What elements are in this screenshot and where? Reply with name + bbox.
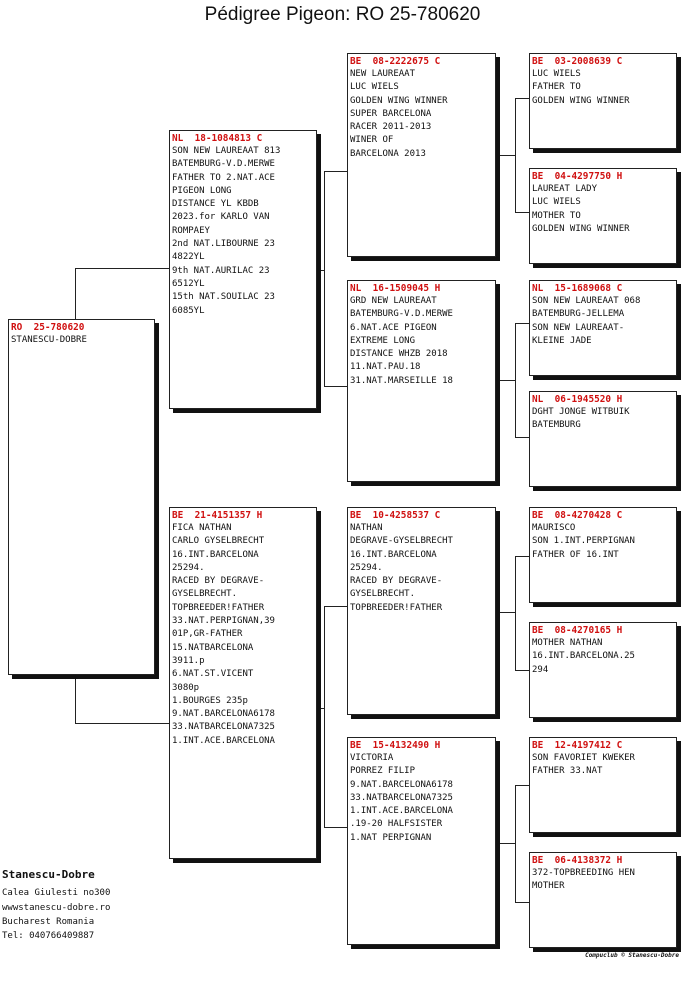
text-line: SON NEW LAUREAAT 068 bbox=[532, 296, 641, 306]
text-line: DEGRAVE-GYSELBRECHT bbox=[350, 536, 453, 547]
text-line: 16.INT.BARCELONA.25 bbox=[532, 651, 635, 662]
text-line: .19-20 HALFSISTER bbox=[350, 819, 443, 830]
software-credit: Compuclub © Stanescu-Dobre bbox=[585, 952, 679, 959]
sire-card[interactable] bbox=[169, 130, 317, 409]
text-line: 31.NAT.MARSEILLE 18 bbox=[350, 375, 453, 386]
text-line: SON NEW LAUREAAT 813 bbox=[172, 146, 281, 156]
breeder-address: Calea Giulesti no300 bbox=[2, 888, 111, 898]
connector-line bbox=[515, 212, 529, 213]
connector-line bbox=[324, 606, 325, 827]
text-line: 33.NAT.PERPIGNAN,39 bbox=[172, 616, 275, 627]
sire-sire-sire-card[interactable] bbox=[529, 53, 677, 149]
text-line: BATEMBURG-V.D.MERWE bbox=[350, 309, 453, 320]
text-line: 294 bbox=[532, 664, 549, 675]
text-line: LAUREAT LADY bbox=[532, 184, 598, 194]
sire-dam-sire-card[interactable] bbox=[529, 280, 677, 376]
text-line: 25294. bbox=[172, 562, 205, 573]
text-line: PIGEON LONG bbox=[172, 185, 232, 196]
text-line: 372-TOPBREEDING HEN bbox=[532, 868, 635, 878]
dam-sire-sire-card[interactable] bbox=[529, 507, 677, 603]
ring-number: BE 08-4270165 H bbox=[532, 625, 623, 636]
ring-number: NL 15-1689068 C bbox=[532, 283, 623, 294]
text-line: 9.NAT.BARCELONA6178 bbox=[172, 709, 275, 720]
text-line: DGHT JONGE WITBUIK bbox=[532, 407, 630, 417]
ring-number: BE 21-4151357 H bbox=[172, 510, 263, 521]
ring-number: BE 08-4270428 C bbox=[532, 510, 623, 521]
dam-dam-dam-card[interactable] bbox=[529, 852, 677, 948]
text-line: FATHER 33.NAT bbox=[532, 766, 603, 777]
text-line: 9th NAT.AURILAC 23 bbox=[172, 265, 270, 276]
text-line: 1.BOURGES 235p bbox=[172, 695, 248, 706]
ring-number: NL 18-1084813 C bbox=[172, 133, 263, 144]
ring-number: BE 10-4258537 C bbox=[350, 510, 441, 521]
text-line: 9.NAT.BARCELONA6178 bbox=[350, 779, 453, 790]
text-line: BATEMBURG-JELLEMA bbox=[532, 309, 625, 320]
breeder-city: Bucharest Romania bbox=[2, 917, 95, 927]
text-line: MOTHER NATHAN bbox=[532, 638, 603, 648]
text-line: 1.INT.ACE.BARCELONA bbox=[172, 735, 275, 746]
dam-dam-card[interactable] bbox=[347, 737, 496, 945]
text-line: KLEINE JADE bbox=[532, 335, 592, 346]
sire-dam-card[interactable] bbox=[347, 280, 496, 482]
text-line: GOLDEN WING WINNER bbox=[350, 95, 448, 106]
text-line: 16.INT.BARCELONA bbox=[350, 549, 437, 560]
sire-sire-card[interactable] bbox=[347, 53, 496, 257]
ring-number: NL 06-1945520 H bbox=[532, 394, 623, 405]
connector-line bbox=[515, 556, 516, 670]
connector-line bbox=[324, 606, 348, 607]
text-line: MOTHER bbox=[532, 881, 565, 892]
breeder-name: Stanescu-Dobre bbox=[2, 868, 95, 881]
ring-number: BE 08-2222675 C bbox=[350, 56, 441, 67]
text-line: LUC WIELS bbox=[532, 69, 581, 79]
text-line: 33.NATBARCELONA7325 bbox=[350, 792, 453, 803]
text-line: SON NEW LAUREAAT- bbox=[532, 322, 625, 333]
text-line: TOPBREEDER!FATHER bbox=[172, 602, 265, 613]
ring-number: RO 25-780620 bbox=[11, 322, 85, 333]
connector-line bbox=[515, 785, 529, 786]
text-line: 25294. bbox=[350, 562, 383, 573]
connector-line bbox=[496, 380, 516, 381]
text-line: SON FAVORIET KWEKER bbox=[532, 753, 635, 763]
connector-line bbox=[75, 676, 76, 723]
dam-sire-dam-card[interactable] bbox=[529, 622, 677, 718]
connector-line bbox=[515, 98, 529, 99]
text-line: BARCELONA 2013 bbox=[350, 148, 426, 159]
connector-line bbox=[317, 270, 325, 271]
ring-number: BE 04-4297750 H bbox=[532, 171, 623, 182]
text-line: GYSELBRECHT. bbox=[350, 589, 416, 600]
text-line: DISTANCE YL KBDB bbox=[172, 199, 259, 210]
text-line: NEW LAUREAAT bbox=[350, 69, 416, 79]
text-line: 1.INT.ACE.BARCELONA bbox=[350, 806, 453, 817]
text-line: RACER 2011-2013 bbox=[350, 122, 432, 133]
ring-number: BE 15-4132490 H bbox=[350, 740, 441, 751]
text-line: EXTREME LONG bbox=[350, 335, 416, 346]
ring-number: BE 03-2008639 C bbox=[532, 56, 623, 67]
text-line: VICTORIA bbox=[350, 753, 394, 763]
connector-line bbox=[75, 723, 170, 724]
text-line: 01P,GR-FATHER bbox=[172, 629, 243, 640]
text-line: 6085YL bbox=[172, 305, 205, 316]
connector-line bbox=[496, 155, 516, 156]
text-line: 3080p bbox=[172, 682, 200, 693]
connector-line bbox=[324, 171, 348, 172]
connector-line bbox=[324, 386, 348, 387]
text-line: LUC WIELS bbox=[532, 197, 581, 208]
text-line: TOPBREEDER!FATHER bbox=[350, 602, 443, 613]
sire-dam-dam-card[interactable] bbox=[529, 391, 677, 487]
text-line: SUPER BARCELONA bbox=[350, 108, 432, 119]
text-line: MAURISCO bbox=[532, 523, 576, 533]
connector-line bbox=[75, 268, 170, 269]
dam-sire-card[interactable] bbox=[347, 507, 496, 715]
sire-sire-dam-card[interactable] bbox=[529, 168, 677, 264]
text-line: PORREZ FILIP bbox=[350, 766, 416, 777]
connector-line bbox=[515, 437, 529, 438]
text-line: DISTANCE WHZB 2018 bbox=[350, 349, 448, 360]
text-line: GYSELBRECHT. bbox=[172, 589, 238, 600]
text-line: MOTHER TO bbox=[532, 210, 581, 221]
text-line: LUC WIELS bbox=[350, 82, 399, 93]
text-line: FATHER OF 16.INT bbox=[532, 549, 619, 560]
text-line: 2023.for KARLO VAN bbox=[172, 212, 270, 223]
text-line: 16.INT.BARCELONA bbox=[172, 549, 259, 560]
text-line: RACED BY DEGRAVE- bbox=[172, 576, 265, 587]
text-line: 33.NATBARCELONA7325 bbox=[172, 722, 275, 733]
connector-line bbox=[324, 171, 325, 386]
text-line: SON 1.INT.PERPIGNAN bbox=[532, 536, 635, 547]
text-line: 15th NAT.SOUILAC 23 bbox=[172, 292, 275, 303]
text-line: BATEMBURG bbox=[532, 420, 581, 431]
ring-number: BE 12-4197412 C bbox=[532, 740, 623, 751]
text-line: 1.NAT PERPIGNAN bbox=[350, 832, 432, 843]
dam-dam-sire-card[interactable] bbox=[529, 737, 677, 833]
text-line: 6512YL bbox=[172, 278, 205, 289]
connector-line bbox=[515, 902, 529, 903]
text-line: GRD NEW LAUREAAT bbox=[350, 296, 437, 306]
text-line: GOLDEN WING WINNER bbox=[532, 223, 630, 234]
text-line: BATEMBURG-V.D.MERWE bbox=[172, 159, 275, 170]
text-line: FICA NATHAN bbox=[172, 523, 232, 533]
text-line: GOLDEN WING WINNER bbox=[532, 95, 630, 106]
connector-line bbox=[496, 843, 516, 844]
text-line: 11.NAT.PAU.18 bbox=[350, 362, 421, 373]
breeder-website[interactable]: wwwstanescu-dobre.ro bbox=[2, 903, 111, 913]
text-line: RACED BY DEGRAVE- bbox=[350, 576, 443, 587]
subject-pigeon-card[interactable] bbox=[8, 319, 155, 675]
page-title: Pédigree Pigeon: RO 25-780620 bbox=[204, 4, 481, 25]
ring-number: BE 06-4138372 H bbox=[532, 855, 623, 866]
dam-card[interactable] bbox=[169, 507, 317, 859]
connector-line bbox=[515, 323, 529, 324]
connector-line bbox=[75, 268, 76, 322]
connector-line bbox=[515, 556, 529, 557]
text-line: ROMPAEY bbox=[172, 225, 210, 236]
text-line: NATHAN bbox=[350, 523, 383, 533]
text-line: STANESCU-DOBRE bbox=[11, 335, 87, 345]
connector-line bbox=[317, 708, 325, 709]
text-line: 6.NAT.ACE PIGEON bbox=[350, 322, 437, 333]
ring-number: NL 16-1509045 H bbox=[350, 283, 441, 294]
text-line: 2nd NAT.LIBOURNE 23 bbox=[172, 239, 275, 250]
text-line: FATHER TO bbox=[532, 82, 581, 93]
text-line: CARLO GYSELBRECHT bbox=[172, 536, 265, 547]
text-line: 3911.p bbox=[172, 655, 205, 666]
text-line: 15.NATBARCELONA bbox=[172, 642, 254, 653]
text-line: 6.NAT.ST.VICENT bbox=[172, 669, 254, 680]
text-line: FATHER TO 2.NAT.ACE bbox=[172, 172, 275, 183]
connector-line bbox=[496, 612, 516, 613]
text-line: 4822YL bbox=[172, 252, 205, 263]
connector-line bbox=[515, 670, 529, 671]
text-line: WINER OF bbox=[350, 135, 394, 146]
breeder-phone: Tel: 040766409887 bbox=[2, 931, 95, 941]
connector-line bbox=[324, 827, 348, 828]
